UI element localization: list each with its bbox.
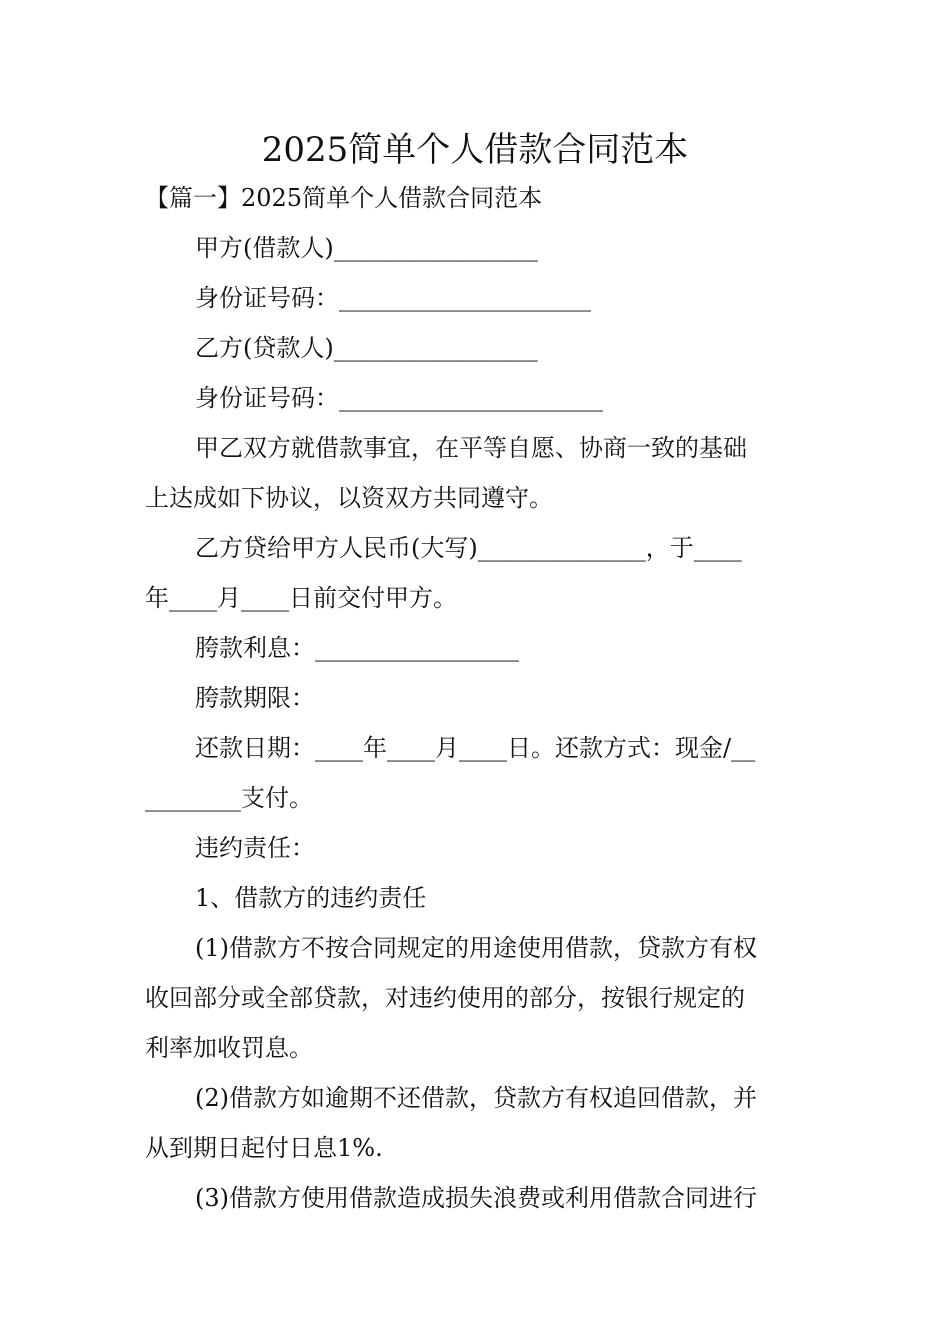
- document-title: 2025简单个人借款合同范本: [261, 130, 689, 170]
- liability-heading: 违约责任：: [195, 834, 315, 862]
- repayment-line: 还款日期：____年____月____日。还款方式：现金/__: [195, 734, 756, 762]
- paragraph-line: 年____月____日前交付甲方。: [145, 584, 457, 612]
- clause-line: 收回部分或全部贷款，对违约使用的部分，按银行规定的: [145, 984, 745, 1012]
- repayment-line: ________支付。: [145, 784, 313, 812]
- party-a-name-line: 甲方(借款人)_________________: [195, 234, 538, 262]
- clause-line: 利率加收罚息。: [145, 1034, 313, 1062]
- paragraph-line: 上达成如下协议，以资双方共同遵守。: [145, 484, 553, 512]
- party-a-id-line: 身份证号码：_____________________: [195, 284, 591, 312]
- clause-line: (1)借款方不按合同规定的用途使用借款，贷款方有权: [195, 934, 757, 962]
- liability-subheading: 1、借款方的违约责任: [195, 884, 427, 912]
- party-b-id-line: 身份证号码：______________________: [195, 384, 603, 412]
- interest-line: 胯款利息：_________________: [195, 634, 519, 662]
- clause-line: (2)借款方如逾期不还借款，贷款方有权追回借款，并: [195, 1084, 757, 1112]
- term-line: 胯款期限：: [195, 684, 315, 712]
- paragraph-line: 乙方贷给甲方人民币(大写)______________，于____: [195, 534, 742, 562]
- clause-line: 从到期日起付日息1%.: [145, 1134, 383, 1162]
- party-b-name-line: 乙方(贷款人)_________________: [195, 334, 538, 362]
- clause-line: (3)借款方使用借款造成损失浪费或利用借款合同进行: [195, 1184, 757, 1212]
- paragraph-line: 甲乙双方就借款事宜，在平等自愿、协商一致的基础: [195, 434, 747, 462]
- section-heading: 【篇一】2025简单个人借款合同范本: [145, 184, 543, 212]
